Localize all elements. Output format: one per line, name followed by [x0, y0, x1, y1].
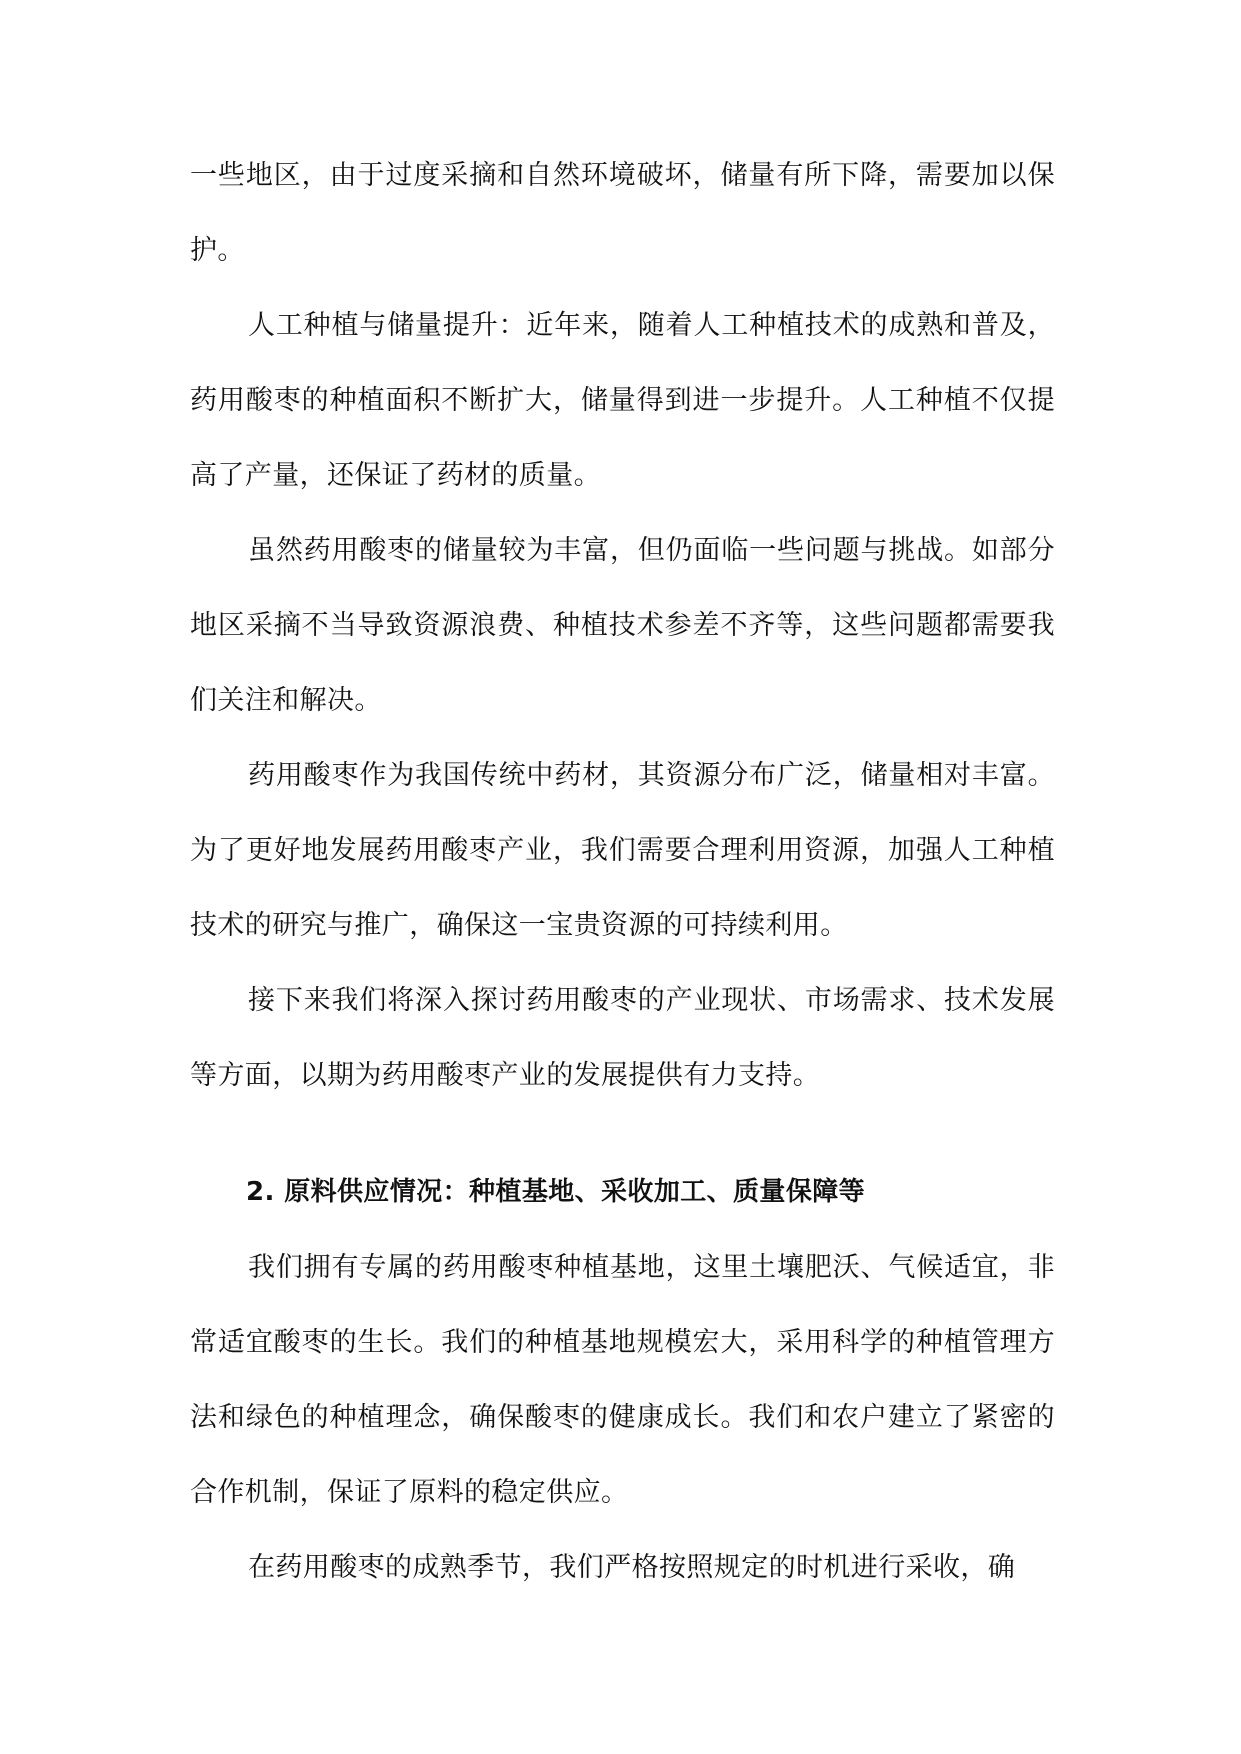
section-heading: 2. 原料供应情况：种植基地、采收加工、质量保障等	[246, 1177, 866, 1207]
paragraph: 我们拥有专属的药用酸枣种植基地，这里土壤肥沃、气候适宜，非常适宜酸枣的生长。我们的种植基地规模宏大，采用科学的种植管理方法和绿色的种植理念，确保酸枣的健康成长。我们和农户建立了紧密的合作机制，保证了原料的稳定供应。	[190, 1252, 1055, 1508]
document-body	[190, 138, 1055, 1605]
paragraph: 一些地区，由于过度采摘和自然环境破坏，储量有所下降，需要加以保护。	[190, 160, 1055, 266]
paragraph: 人工种植与储量提升：近年来，随着人工种植技术的成熟和普及，药用酸枣的种植面积不断扩大，储量得到进一步提升。人工种植不仅提高了产量，还保证了药材的质量。	[190, 310, 1055, 491]
paragraph: 虽然药用酸枣的储量较为丰富，但仍面临一些问题与挑战。如部分地区采摘不当导致资源浪费、种植技术参差不齐等，这些问题都需要我们关注和解决。	[190, 535, 1055, 716]
paragraph: 在药用酸枣的成熟季节，我们严格按照规定的时机进行采收，确	[248, 1552, 1016, 1583]
paragraph: 接下来我们将深入探讨药用酸枣的产业现状、市场需求、技术发展等方面，以期为药用酸枣产业的发展提供有力支持。	[190, 985, 1055, 1091]
paragraph: 药用酸枣作为我国传统中药材，其资源分布广泛，储量相对丰富。为了更好地发展药用酸枣产业，我们需要合理利用资源，加强人工种植技术的研究与推广，确保这一宝贵资源的可持续利用。	[190, 760, 1055, 941]
